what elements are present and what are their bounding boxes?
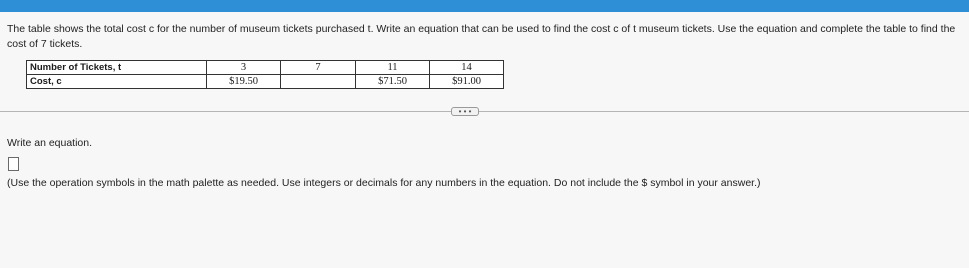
table-cell: 3 xyxy=(207,61,281,75)
table-row xyxy=(27,61,504,75)
table-row xyxy=(27,75,504,89)
table-cell: 7 xyxy=(281,61,356,75)
expand-more-button[interactable]: • • • xyxy=(451,107,479,116)
table-row-header: Number of Tickets, t xyxy=(27,61,207,75)
instruction-text: (Use the operation symbols in the math palette as needed. Use integers or decimals for any numbers in the equation. Do not include the $ symbol in your answer.) xyxy=(7,177,761,189)
section-divider xyxy=(0,111,969,112)
ticket-table xyxy=(26,60,504,89)
table-cell: $71.50 xyxy=(356,75,430,89)
table-row-header: Cost, c xyxy=(27,75,207,89)
table-cell: $19.50 xyxy=(207,75,281,89)
question-text: The table shows the total cost c for the number of museum tickets purchased t. Write an equation that can be used to find the cost c of t museum tickets. Use the equation and complete the table to find the cost of 7 tickets. xyxy=(7,23,956,50)
top-bar xyxy=(0,0,969,12)
table-cell: 11 xyxy=(356,61,430,75)
prompt-label: Write an equation. xyxy=(7,137,93,149)
table-cell: 14 xyxy=(430,61,504,75)
equation-answer-input[interactable] xyxy=(8,157,19,171)
table-cell: $91.00 xyxy=(430,75,504,89)
table-cell-empty xyxy=(281,75,356,89)
